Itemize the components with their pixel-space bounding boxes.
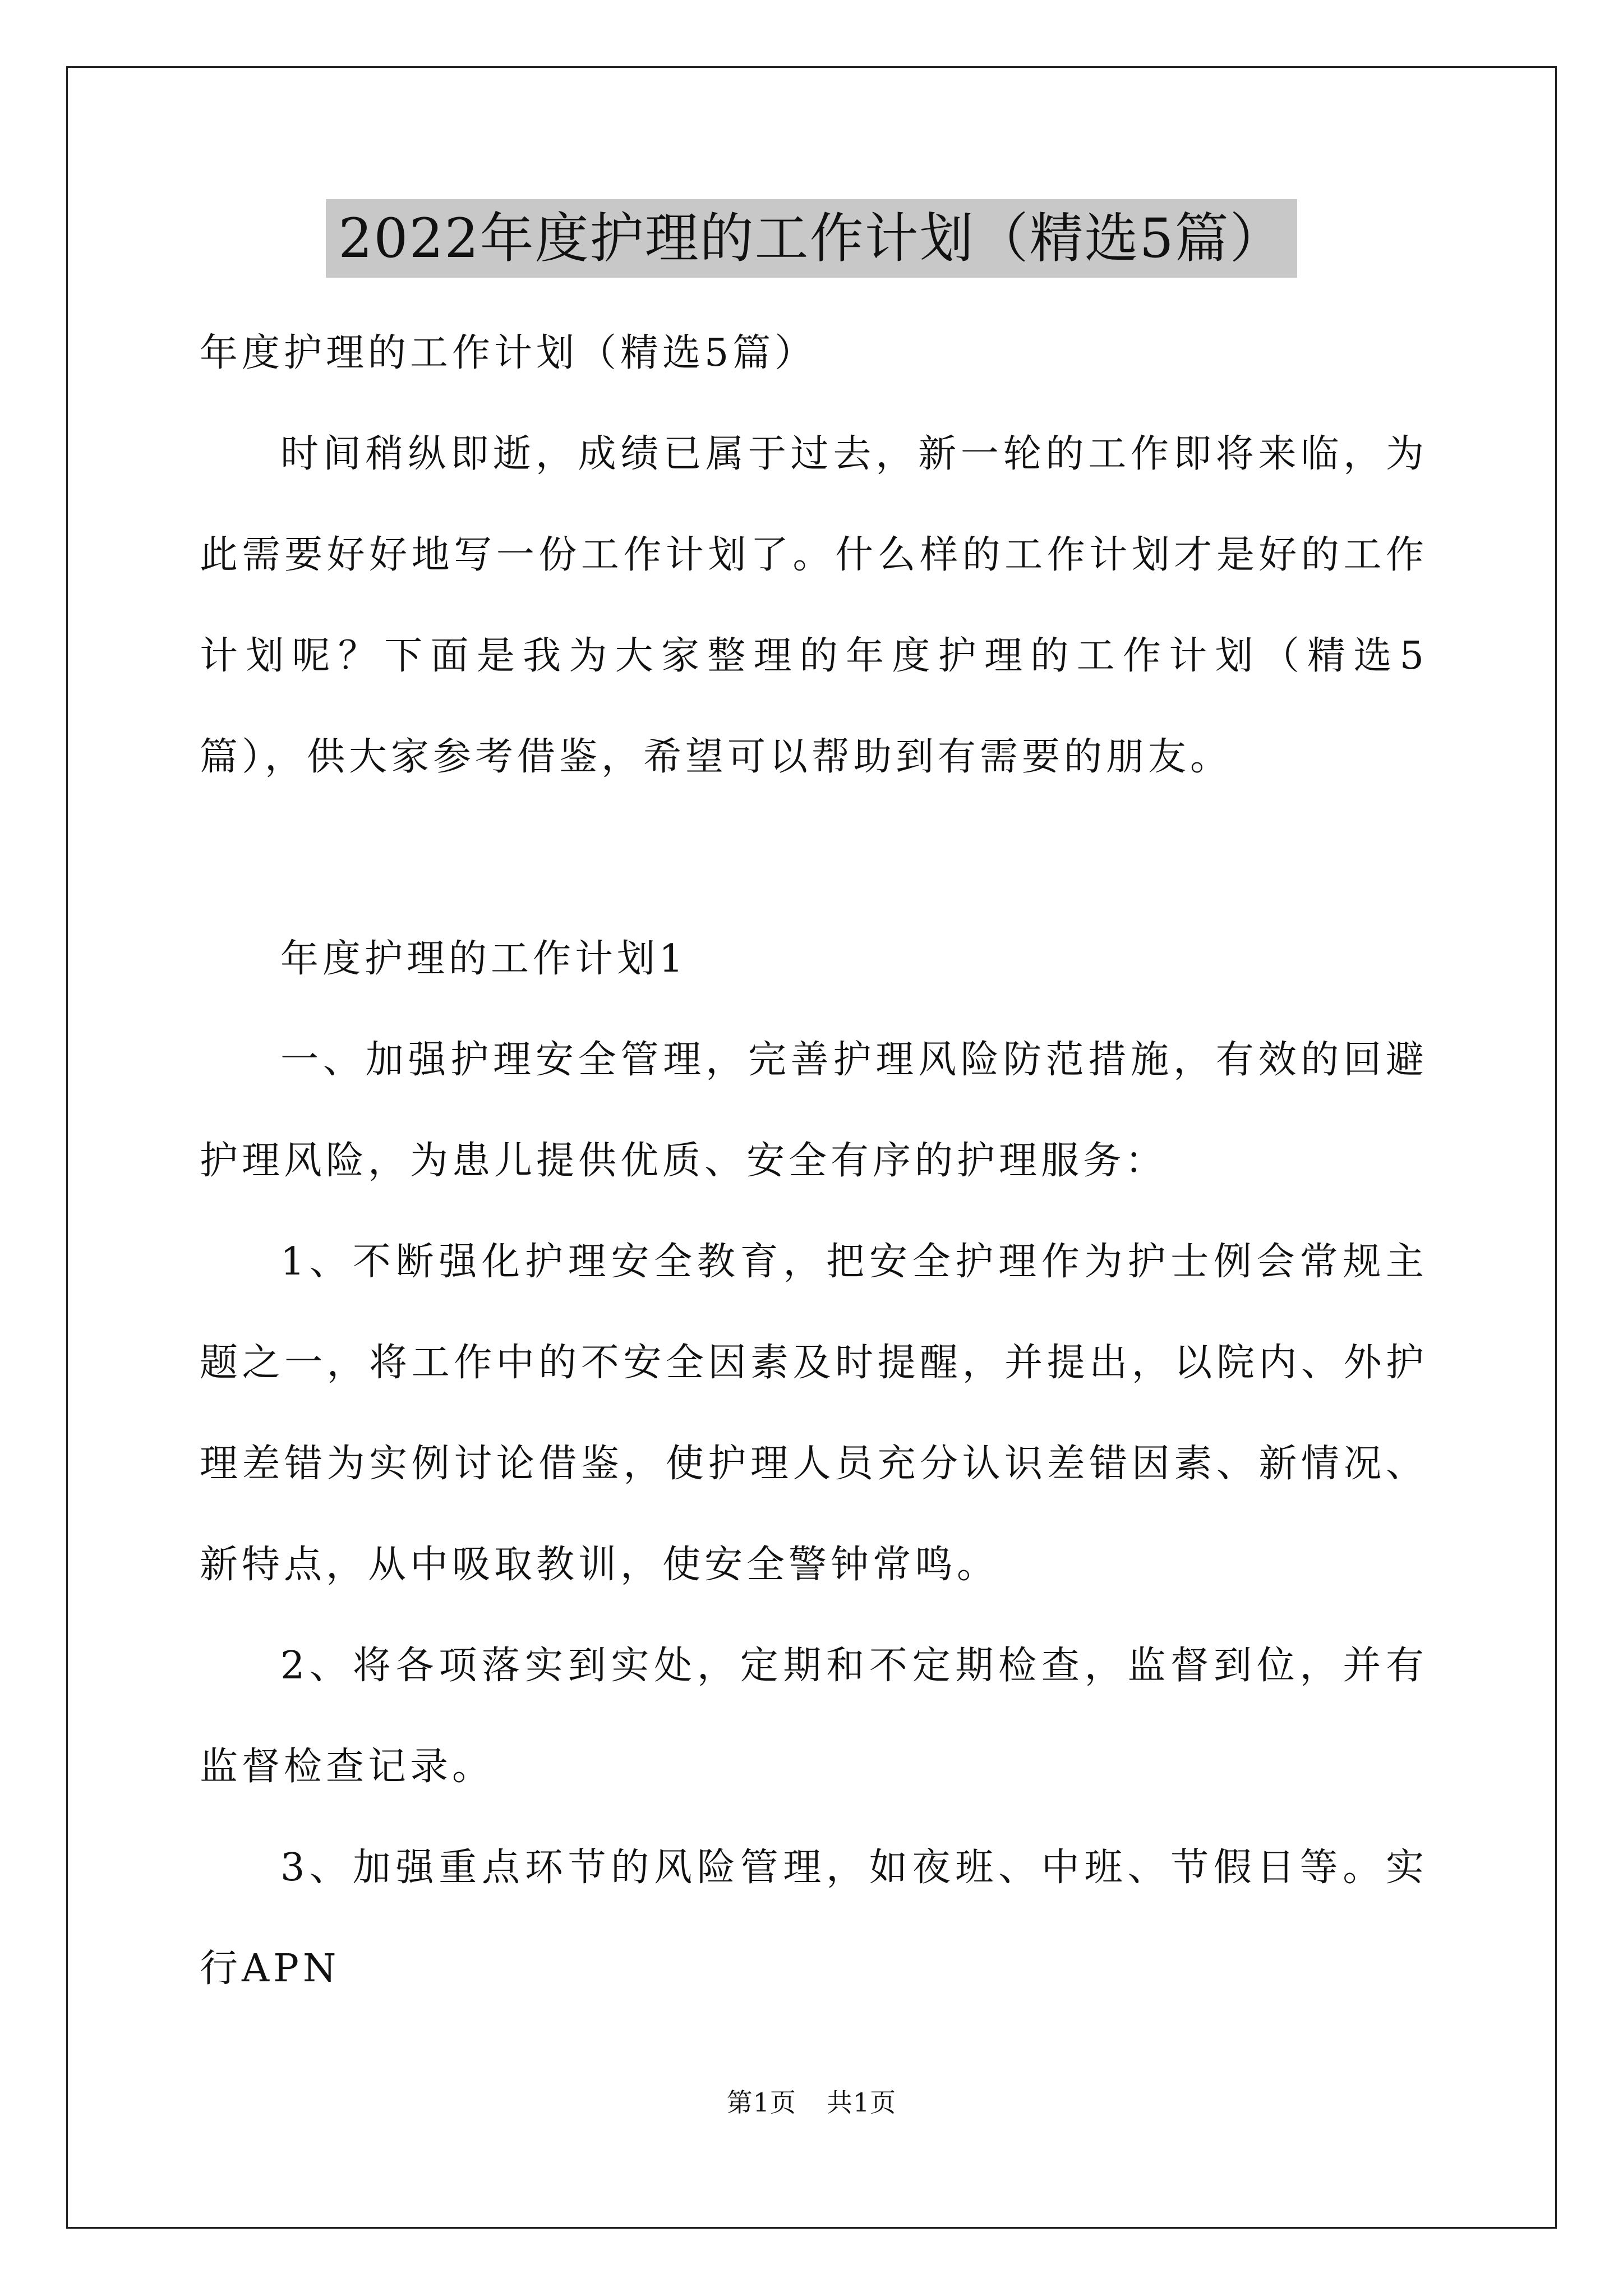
body-paragraph: 2、将各项落实到实处，定期和不定期检查，监督到位，并有监督检查记录。 <box>200 1644 1428 1789</box>
page-footer <box>0 2082 1623 2119</box>
body-paragraph: 1、不断强化护理安全教育，把安全护理作为护士例会常规主题之一，将工作中的不安全因素及时提醒，并提出，以院内、外护理差错为实例讨论借鉴，使护理人员充分认识差错因素、新情况、新特点，从中吸取教训，使安全警钟常鸣。 <box>200 1240 1428 1587</box>
intro-paragraph: 时间稍纵即逝，成绩已属于过去，新一轮的工作即将来临，为此需要好好地写一份工作计划了。什么样的工作计划才是好的工作计划呢？下面是我为大家整理的年度护理的工作计划（精选5篇），供大家参考借鉴，希望可以帮助到有需要的朋友。 <box>200 432 1428 779</box>
document-subtitle: 年度护理的工作计划（精选5篇） <box>200 331 817 375</box>
body-paragraph: 3、加强重点环节的风险管理，如夜班、中班、节假日等。实行APN <box>200 1846 1428 1991</box>
paragraph-gap <box>200 808 1428 909</box>
title-container <box>0 199 1623 278</box>
document-body <box>200 303 1428 2019</box>
body-paragraph: 一、加强护理安全管理，完善护理风险防范措施，有效的回避护理风险，为患儿提供优质、安全有序的护理服务： <box>200 1038 1428 1183</box>
document-title: 2022年度护理的工作计划（精选5篇） <box>326 199 1297 278</box>
section-heading: 年度护理的工作计划1 <box>280 937 688 981</box>
page-total: 共1页 <box>827 2087 897 2118</box>
page-number: 第1页 <box>726 2087 796 2118</box>
